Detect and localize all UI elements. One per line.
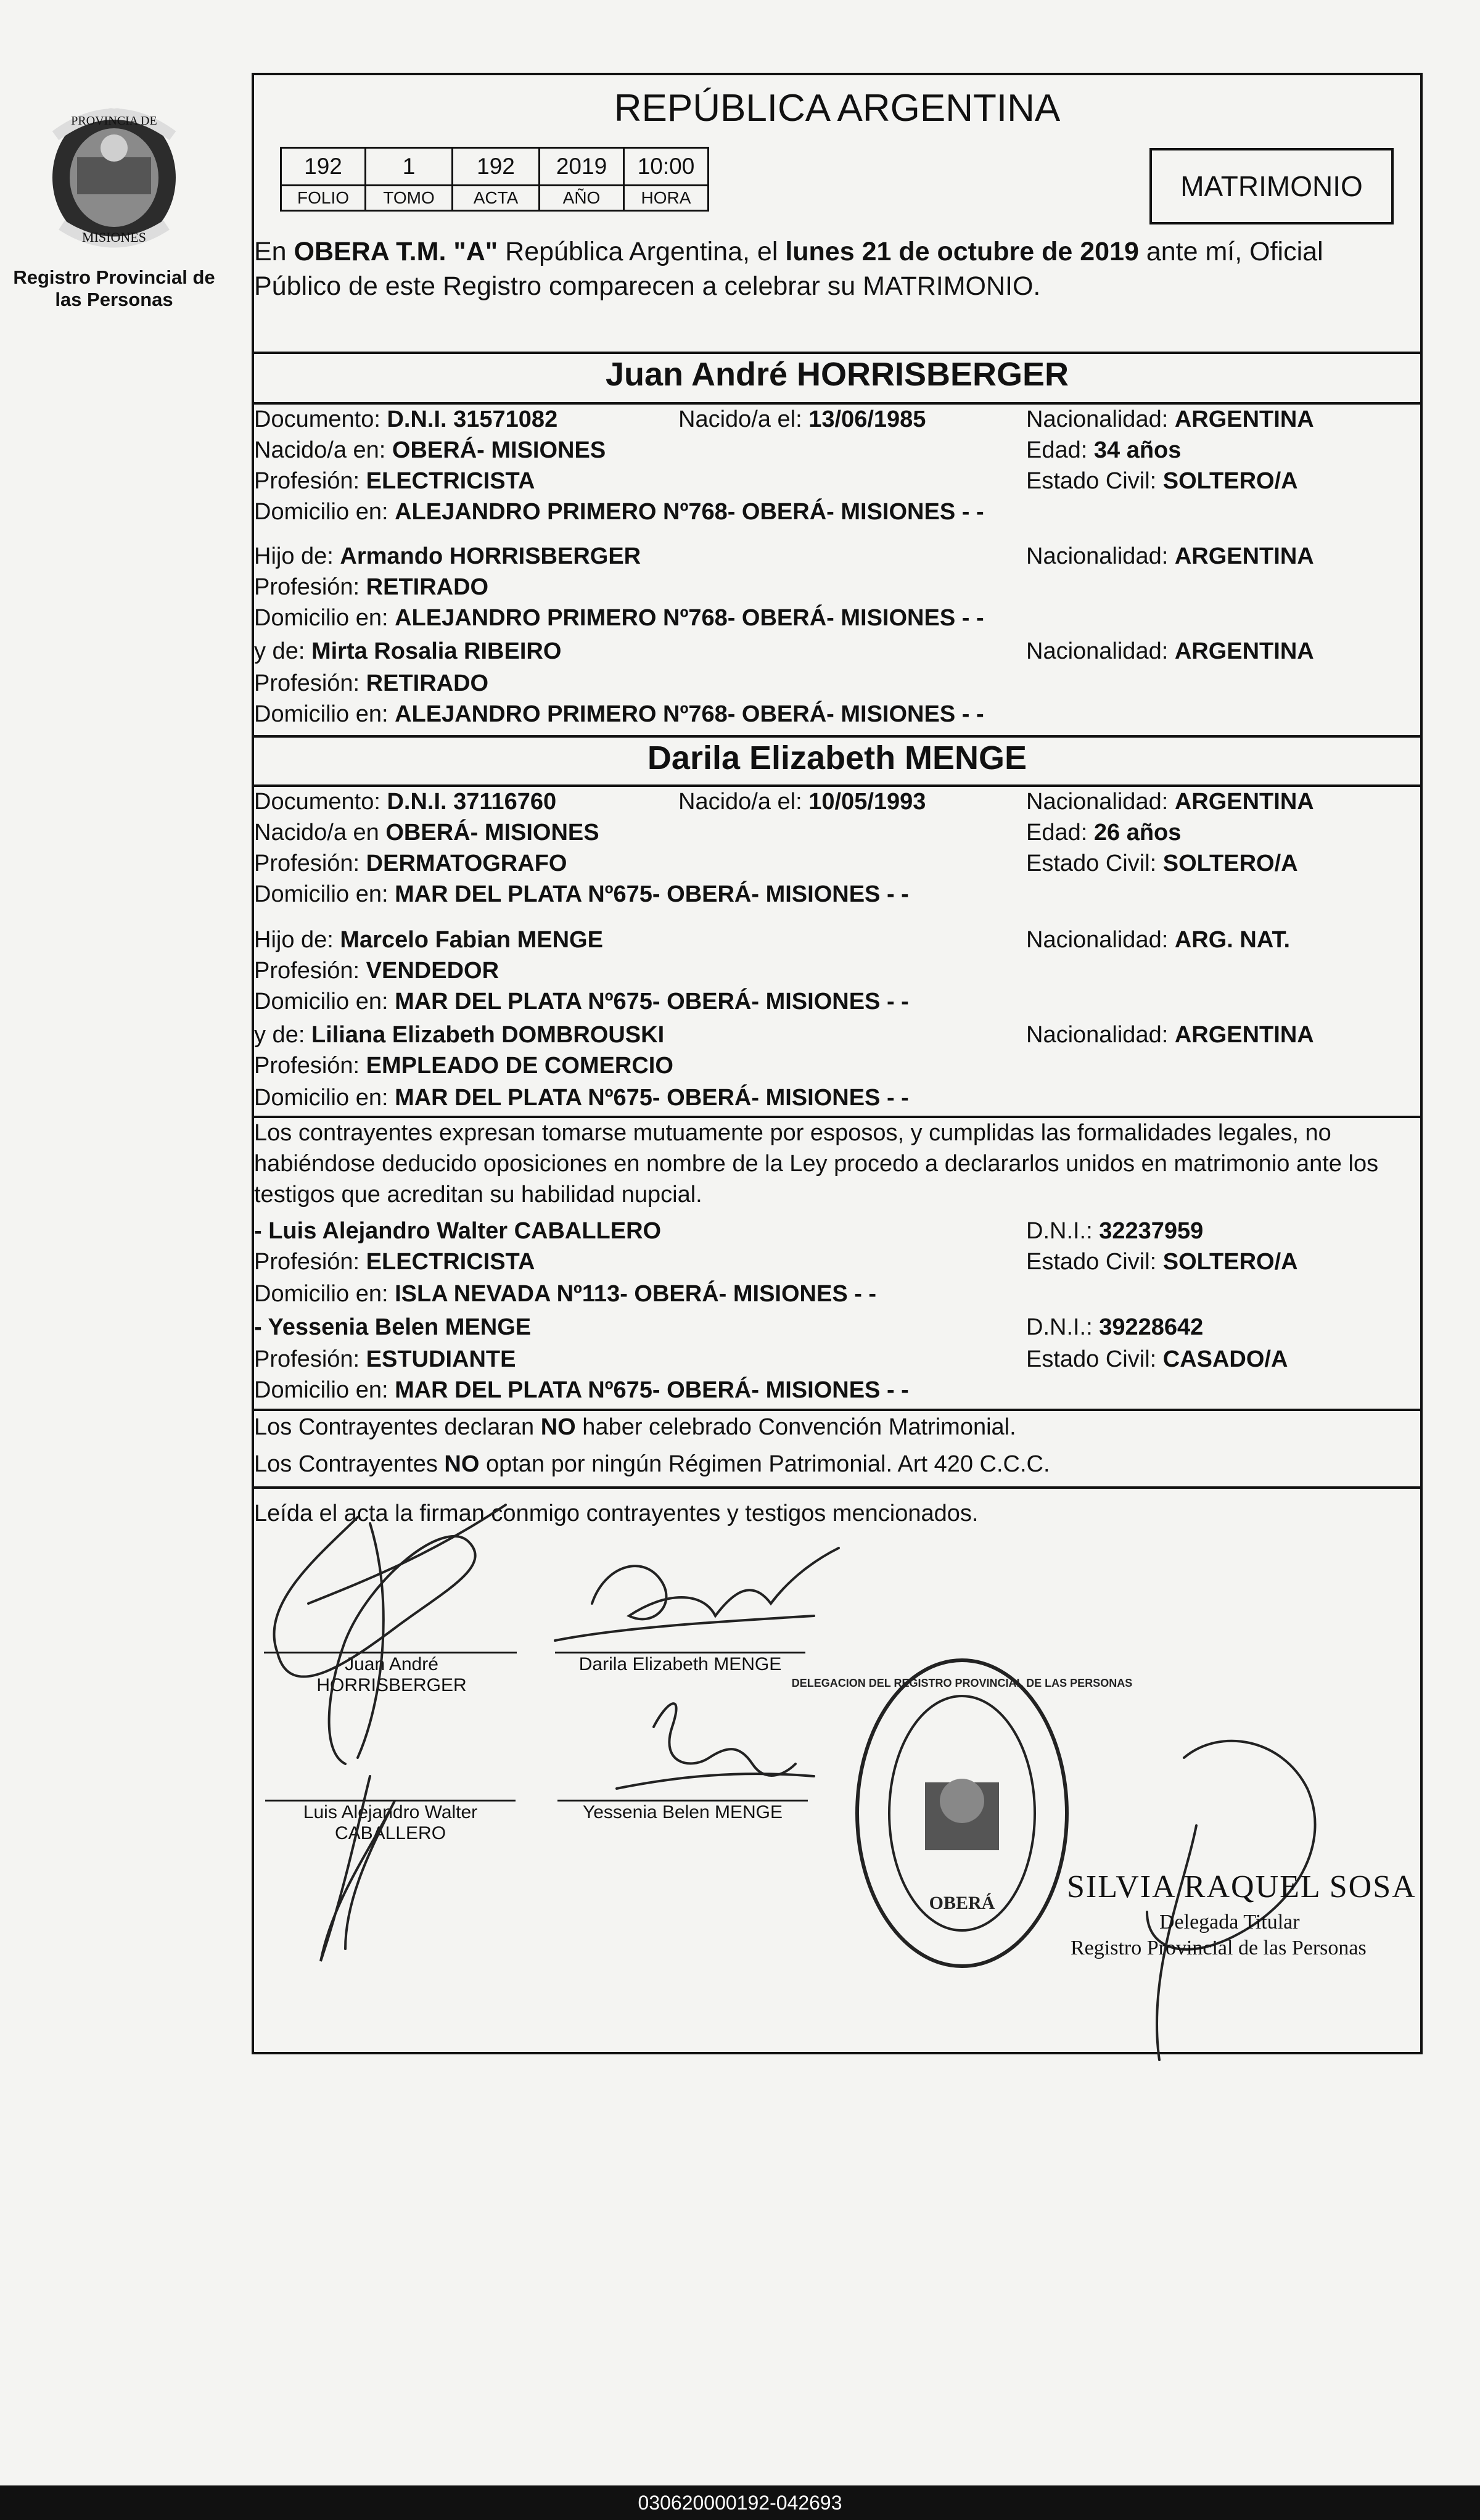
official-name: SILVIA RAQUEL SOSA [1067,1869,1416,1904]
convention-line-2: Los Contrayentes NO optan por ningún Régimen Patrimonial. Art 420 C.C.C. [254,1451,1050,1477]
witness1-profesion: Profesión: ELECTRICISTA [254,1249,535,1275]
witness1-estado-civil: Estado Civil: SOLTERO/A [1026,1249,1298,1275]
registry-table [280,147,709,212]
spouse1-mother-profesion: Profesión: RETIRADO [254,670,489,696]
anio-value: 2019 [540,148,624,186]
witness1-name: - Luis Alejandro Walter CABALLERO [254,1218,662,1244]
spouse2-domicilio: Domicilio en: MAR DEL PLATA Nº675- OBERÁ- MISIONES - - [254,881,909,907]
spouse2-profesion: Profesión: DERMATOGRAFO [254,850,567,876]
signature-line [555,1652,805,1653]
spouse1-estado-civil: Estado Civil: SOLTERO/A [1026,468,1298,494]
spouse1-mother-domicilio: Domicilio en: ALEJANDRO PRIMERO Nº768- OBERÁ- MISIONES - - [254,701,984,727]
signature-line [557,1800,808,1801]
spouse1-mother-nacionalidad: Nacionalidad: ARGENTINA [1026,638,1314,664]
spouse1-father-domicilio: Domicilio en: ALEJANDRO PRIMERO Nº768- OBERÁ- MISIONES - - [254,605,984,631]
footer-code: 030620000192-042693 [0,2485,1480,2520]
document-title: REPÚBLICA ARGENTINA [614,87,1061,130]
spouse2-father-nacionalidad: Nacionalidad: ARG. NAT. [1026,927,1291,953]
act-type-box: MATRIMONIO [1149,148,1394,224]
witness2-name: - Yessenia Belen MENGE [254,1314,532,1340]
divider [252,1409,1423,1411]
acta-label: ACTA [453,186,540,211]
witness2-estado-civil: Estado Civil: CASADO/A [1026,1346,1288,1372]
spouse2-mother-name: y de: Liliana Elizabeth DOMBROUSKI [254,1022,665,1048]
spouse2-father-profesion: Profesión: VENDEDOR [254,958,500,984]
spouse2-nacido-el: Nacido/a el: 10/05/1993 [678,789,926,815]
svg-text:MISIONES: MISIONES [82,229,146,245]
acta-value: 192 [453,148,540,186]
registry-label: Registro Provincial de las Personas [13,266,215,310]
spouse1-name: Juan André HORRISBERGER [605,356,1069,393]
witness1-domicilio: Domicilio en: ISLA NEVADA Nº113- OBERÁ- MISIONES - - [254,1281,877,1307]
spouse1-nacionalidad: Nacionalidad: ARGENTINA [1026,406,1314,432]
divider [252,1486,1423,1489]
hora-label: HORA [624,186,709,211]
svg-text:PROVINCIA DE: PROVINCIA DE [71,114,157,128]
misiones-seal-logo [43,99,185,253]
signature-name-juan: Juan André HORRISBERGER [316,1654,467,1695]
anio-label: AÑO [540,186,624,211]
spouse1-nacido-en: Nacido/a en: OBERÁ- MISIONES [254,437,606,463]
spouse2-name: Darila Elizabeth MENGE [647,739,1027,776]
spouse2-mother-nacionalidad: Nacionalidad: ARGENTINA [1026,1022,1314,1048]
spouse2-edad: Edad: 26 años [1026,820,1182,846]
spouse2-father-name: Hijo de: Marcelo Fabian MENGE [254,927,603,953]
folio-value: 192 [281,148,366,186]
spouse1-father-nacionalidad: Nacionalidad: ARGENTINA [1026,543,1314,569]
spouse1-nacido-el: Nacido/a el: 13/06/1985 [678,406,926,432]
spouse1-edad: Edad: 34 años [1026,437,1182,463]
svg-text:OBERÁ: OBERÁ [929,1893,995,1913]
witness2-domicilio: Domicilio en: MAR DEL PLATA Nº675- OBERÁ- MISIONES - - [254,1377,909,1403]
signature-name-yessenia: Yessenia Belen MENGE [582,1802,783,1822]
signature-name-luis: Luis Alejandro Walter CABALLERO [303,1802,478,1843]
signature-line [264,1652,517,1653]
signature-line [265,1800,516,1801]
spouse1-mother-name: y de: Mirta Rosalia RIBEIRO [254,638,562,664]
spouse2-mother-domicilio: Domicilio en: MAR DEL PLATA Nº675- OBERÁ- MISIONES - - [254,1085,909,1111]
official-role: Delegada Titular [1159,1911,1300,1933]
signatures-intro: Leída el acta la firman conmigo contrayentes y testigos mencionados. [254,1501,979,1526]
declaration-paragraph: Los contrayentes expresan tomarse mutuamente por esposos, y cumplidas las formalidades legales, no habiéndose deducido oposiciones en nombre de la Ley procedo a declararlos unidos en matrimonio ante los testigos que acreditan su habilidad nupcial. [254,1120,1379,1208]
spouse2-father-domicilio: Domicilio en: MAR DEL PLATA Nº675- OBERÁ- MISIONES - - [254,989,909,1015]
spouse2-estado-civil: Estado Civil: SOLTERO/A [1026,850,1298,876]
spouse2-nacido-en: Nacido/a en OBERÁ- MISIONES [254,820,599,846]
spouse2-mother-profesion: Profesión: EMPLEADO DE COMERCIO [254,1053,673,1079]
tomo-value: 1 [366,148,453,186]
convention-line-1: Los Contrayentes declaran NO haber celebrado Convención Matrimonial. [254,1414,1016,1440]
spouse1-father-profesion: Profesión: RETIRADO [254,574,489,600]
witness1-dni: D.N.I.: 32237959 [1026,1218,1204,1244]
signature-name-darila: Darila Elizabeth MENGE [578,1654,782,1674]
spouse1-profesion: Profesión: ELECTRICISTA [254,468,535,494]
divider [252,735,1423,738]
tomo-label: TOMO [366,186,453,211]
intro-paragraph: En OBERA T.M. "A" República Argentina, el lunes 21 de octubre de 2019 ante mí, Oficial Público de este Registro comparecen a celebrar su MATRIMONIO. [254,237,1323,301]
spouse1-father-name: Hijo de: Armando HORRISBERGER [254,543,641,569]
spouse2-nacionalidad: Nacionalidad: ARGENTINA [1026,789,1314,815]
official-office: Registro Provincial de las Personas [1071,1937,1367,1959]
divider [252,352,1423,354]
folio-label: FOLIO [281,186,366,211]
hora-value: 10:00 [624,148,709,186]
spouse2-documento: Documento: D.N.I. 37116760 [254,789,557,815]
spouse1-documento: Documento: D.N.I. 31571082 [254,406,558,432]
witness2-profesion: Profesión: ESTUDIANTE [254,1346,516,1372]
svg-text:DELEGACION DEL REGISTRO PROVIN: DELEGACION DEL REGISTRO PROVINCIAL DE LAS PERSONAS [791,1677,1133,1689]
witness2-dni: D.N.I.: 39228642 [1026,1314,1204,1340]
spouse1-domicilio: Domicilio en: ALEJANDRO PRIMERO Nº768- OBERÁ- MISIONES - - [254,499,984,525]
